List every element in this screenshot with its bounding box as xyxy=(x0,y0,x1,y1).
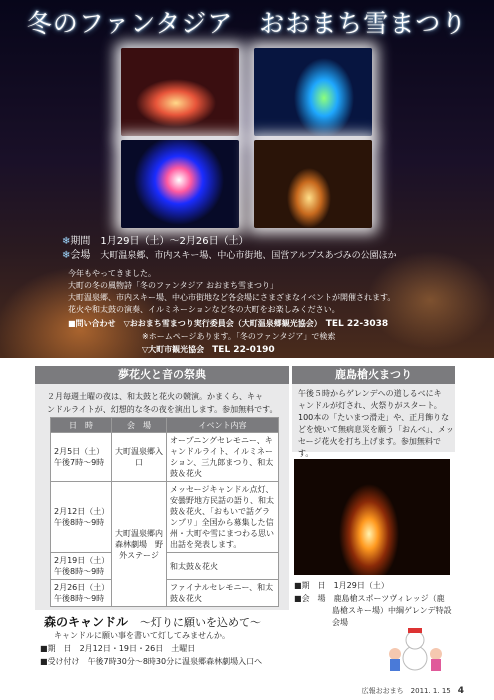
forest-candle-reception: ■受け付け 午後7時30分～8時30分に温泉郷森林劇場入口へ xyxy=(40,657,263,666)
photo-kamakura-candles xyxy=(121,48,239,136)
date-cell: 2月5日（土） 午後7時～9時 xyxy=(51,433,112,482)
kashimayari-fire-festival-heading: 鹿島槍火まつり xyxy=(292,366,455,384)
photo-illumination xyxy=(254,48,372,136)
venue-line: ❄会場 大町温泉郷、市内スキー場、中心市街地、国営アルプスあづみの公園ほか xyxy=(62,250,397,261)
square-icon: ■ xyxy=(40,644,48,653)
column-header: 日 時 xyxy=(51,418,112,433)
period-line: ❄期間 1月29日（土）～2月26日（土） xyxy=(62,236,249,247)
venue-cell: 大町温泉郷内森林劇場 野 外ステージ xyxy=(112,482,167,607)
square-icon: ■ xyxy=(294,581,302,590)
kashimayari-description: 午後５時からゲレンデへの道しるべにキ ャンドルが灯され、火祭りがスタート。 100本の「たいまつ滑走」や、正月飾りな どを焼いて無病息災を願う「おんべ」、メッ セージ花火を打ち上げます。参加無料です。 xyxy=(298,389,454,458)
contact-line-2: ▽大町市観光協会 TEL 22-0190 xyxy=(142,345,275,355)
photo-bonfire xyxy=(294,459,450,575)
page-number: 4 xyxy=(457,686,464,696)
photo-fireworks xyxy=(121,140,239,228)
kashimayari-venue: ■会 場 鹿島槍スポーツヴィレッジ（鹿 島槍スキー場）中綱ゲレンデ特設 会場 xyxy=(294,594,452,627)
forest-candle-subtitle: ～灯りに願いを込めて～ xyxy=(140,616,262,629)
table-header-row xyxy=(51,418,279,433)
square-icon: ■ xyxy=(294,594,302,603)
forest-candle-date: ■期 日 2月12日・19日・26日 土曜日 xyxy=(40,644,196,653)
photo-snow-hut xyxy=(254,140,372,228)
event-cell: 和太鼓＆花火 xyxy=(167,553,279,580)
forest-candle-description: キャンドルに願い事を書いて灯してみませんか。 xyxy=(54,631,230,640)
page-title: 冬のファンタジア おおまち雪まつり xyxy=(26,9,468,38)
date-cell: 2月26日（土） 午後8時～9時 xyxy=(51,580,112,607)
table-row xyxy=(51,482,279,553)
snowflake-icon: ❄ xyxy=(62,236,71,247)
table-row xyxy=(51,433,279,482)
snowman-illustration-icon xyxy=(385,620,445,672)
event-cell: メッセージキャンドル点灯、安曇野地方民話の語り、和太鼓＆花火、「おもいで話グランプリ」全国から募集した信州・大町や雪にまつわる思い出話を発表します。 xyxy=(167,482,279,553)
intro-text: 今年もやってきました。 大町の冬の風物詩「冬のファンタジア おおまち雪まつり」 大町温泉郷、市内スキー場、中心市街地など各会場にさまざまなイベントが開催されます。 花火や和太鼓の演奏、イルミネーションなど冬の大町をお楽しみください。 xyxy=(68,269,396,314)
column-header: イベント内容 xyxy=(167,418,279,433)
snowflake-icon: ❄ xyxy=(62,250,71,261)
date-cell: 2月19日（土） 午後8時～9時 xyxy=(51,553,112,580)
contact-line-1: ■問い合わせ ▽おおまち雪まつり実行委員会（大町温泉郷観光協会） TEL 22-3038 xyxy=(68,319,389,329)
homepage-note: ※ホームページあります。「冬のファンタジア」で検索 xyxy=(142,332,336,341)
venue-cell: 大町温泉郷入口 xyxy=(112,433,167,482)
event-cell: ファイナルセレモニー、和太鼓＆花火 xyxy=(167,580,279,607)
column-header: 会 場 xyxy=(112,418,167,433)
kashimayari-date: ■期 日 1月29日（土） xyxy=(294,581,389,590)
forest-candle-title: 森のキャンドル ～灯りに願いを込めて～ xyxy=(44,615,262,629)
kashimayari-fire-festival-panel xyxy=(292,366,455,458)
page-footer: 広報おおまち 2011. 1. 15 4 xyxy=(361,686,464,696)
fireworks-festival-heading: 夢花火と音の祭典 xyxy=(35,366,289,384)
date-cell: 2月12日（土） 午後8時～9時 xyxy=(51,482,112,553)
event-cell: オープニングセレモニー、キャンドルライト、イルミネーション、三九郎まつり、和太鼓＆花火 xyxy=(167,433,279,482)
schedule-table xyxy=(50,417,279,607)
fireworks-festival-description: ２月毎週土曜の夜は、和太鼓と花火の競演。かまくら、キャ ンドルライトが、幻想的な冬の夜を演出します。参加無料です。 xyxy=(47,392,278,414)
square-icon: ■ xyxy=(40,657,48,666)
